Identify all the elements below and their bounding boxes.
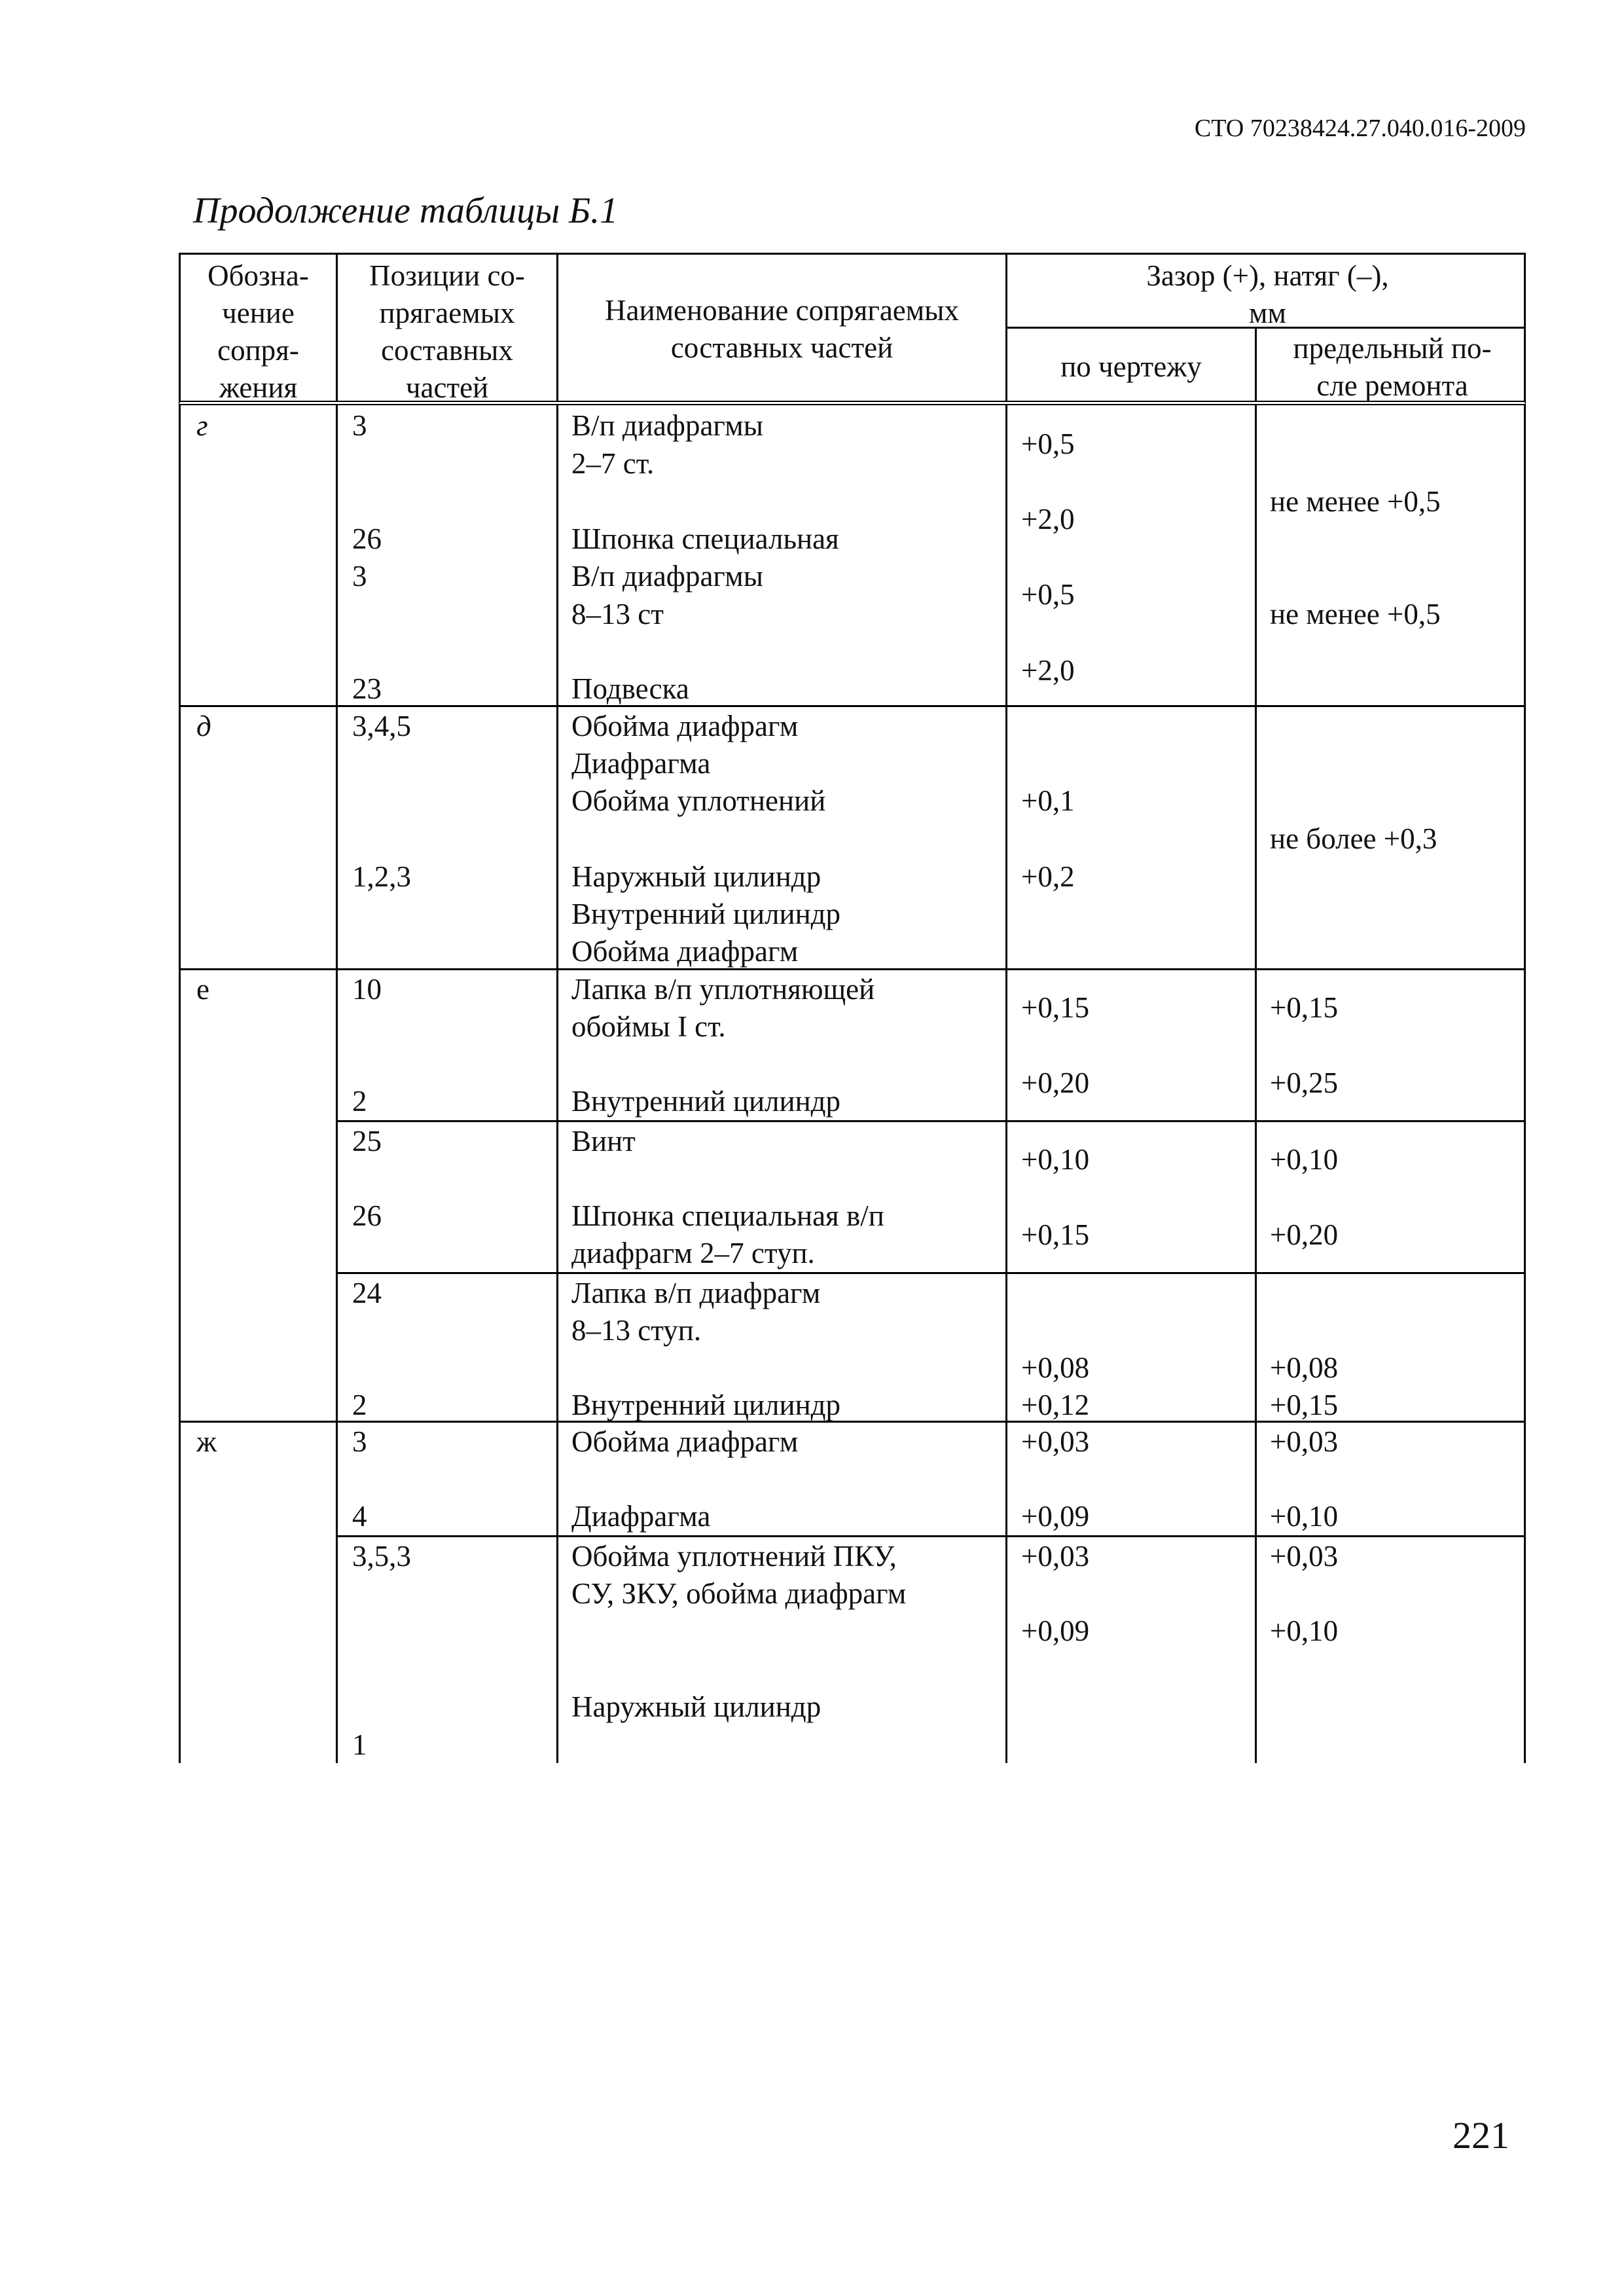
limit-value: не менее +0,5 [1270,485,1441,518]
drawing-value: +0,15 [1021,991,1090,1024]
name-cell: 8–13 ст [571,598,664,630]
header-limit-after-repair: предельный по- сле ремонта [1293,332,1492,402]
drawing-value: +0,12 [1021,1389,1090,1421]
name-cell: Обойма диафрагм [571,935,799,968]
name-cell: Лапка в/п диафрагм [571,1277,821,1309]
limit-value: +0,15 [1270,1389,1339,1421]
position-cell: 3,4,5 [352,710,411,742]
name-cell: Внутренний цилиндр [571,1389,841,1421]
name-cell: Шпонка специальная [571,522,839,555]
subgroup-e-2 [181,1122,1524,1272]
limit-value: не более +0,3 [1270,822,1437,855]
limit-value: +0,08 [1270,1351,1339,1384]
limit-value: +0,10 [1270,1143,1339,1176]
group-e [179,970,1526,1423]
mating-clearance-table [179,253,1526,1763]
table-caption: Продолжение таблицы Б.1 [193,191,619,231]
name-cell: Наружный цилиндр [571,1690,821,1723]
group-d [179,707,1526,970]
table-header [179,253,1526,405]
document-code: СТО 70238424.27.040.016-2009 [1194,115,1526,142]
header-name: Наименование сопрягаемых составных частей [605,294,959,364]
limit-value: не менее +0,5 [1270,598,1441,630]
position-cell: 3 [352,409,367,442]
drawing-value: +0,5 [1021,428,1075,460]
position-cell: 2 [352,1085,367,1118]
limit-value: +0,03 [1270,1425,1339,1458]
subgroup-e-1 [181,970,1524,1120]
drawing-value: +0,08 [1021,1351,1090,1384]
subgroup-zh-2 [181,1537,1524,1763]
name-cell: обоймы I ст. [571,1010,726,1043]
name-cell: Внутренний цилиндр [571,898,841,930]
limit-value: +0,20 [1270,1218,1339,1251]
designation-cell: д [196,710,211,742]
position-cell: 4 [352,1500,367,1533]
position-cell: 24 [352,1277,382,1309]
limit-value: +0,25 [1270,1066,1339,1099]
name-cell: 2–7 ст. [571,447,655,480]
position-cell: 10 [352,973,382,1006]
position-cell: 25 [352,1125,382,1157]
group-g [179,405,1526,707]
designation-cell: е [196,973,209,1006]
name-cell: В/п диафрагмы [571,409,764,442]
name-cell: Лапка в/п уплотняющей [571,973,875,1006]
name-cell: Обойма диафрагм [571,1425,799,1458]
subgroup-e-3 [181,1274,1524,1423]
name-cell: диафрагм 2–7 ступ. [571,1237,815,1269]
position-cell: 3 [352,1425,367,1458]
limit-value: +0,10 [1270,1500,1339,1533]
header-designation: Обозна- чение сопря- жения [208,259,309,404]
designation-cell: г [196,409,208,442]
position-cell: 3 [352,560,367,592]
header-by-drawing: по чертежу [1060,350,1202,383]
name-cell: Диафрагма [571,1500,711,1533]
group-zh [179,1423,1526,1763]
name-cell: Обойма диафрагм [571,710,799,742]
limit-value: +0,03 [1270,1540,1339,1573]
designation-cell: ж [196,1425,217,1458]
position-cell: 26 [352,1199,382,1232]
header-positions: Позиции со- прягаемых составных частей [369,259,525,404]
position-cell: 23 [352,672,382,705]
name-cell: СУ, ЗКУ, обойма диафрагм [571,1577,907,1610]
name-cell: 8–13 ступ. [571,1314,702,1347]
position-cell: 26 [352,522,382,555]
name-cell: Подвеска [571,672,689,705]
drawing-value: +0,15 [1021,1218,1090,1251]
position-cell: 1,2,3 [352,860,411,893]
position-cell: 1 [352,1728,367,1761]
header-gap: Зазор (+), натяг (–), мм [1146,259,1389,329]
name-cell: В/п диафрагмы [571,560,764,592]
name-cell: Наружный цилиндр [571,860,821,893]
drawing-value: +0,5 [1021,578,1075,611]
name-cell: Внутренний цилиндр [571,1085,841,1118]
drawing-value: +0,03 [1021,1425,1090,1458]
position-cell: 2 [352,1389,367,1421]
position-cell: 3,5,3 [352,1540,411,1573]
drawing-value: +0,1 [1021,784,1075,817]
name-cell: Обойма уплотнений ПКУ, [571,1540,897,1573]
drawing-value: +2,0 [1021,654,1075,687]
drawing-value: +2,0 [1021,503,1075,536]
drawing-value: +0,09 [1021,1500,1090,1533]
drawing-value: +0,09 [1021,1614,1090,1647]
drawing-value: +0,10 [1021,1143,1090,1176]
name-cell: Винт [571,1125,636,1157]
name-cell: Шпонка специальная в/п [571,1199,884,1232]
name-cell: Обойма уплотнений [571,784,826,817]
drawing-value: +0,03 [1021,1540,1090,1573]
drawing-value: +0,2 [1021,860,1075,893]
name-cell: Диафрагма [571,747,711,780]
limit-value: +0,10 [1270,1614,1339,1647]
page-number: 221 [1453,2114,1509,2157]
limit-value: +0,15 [1270,991,1339,1024]
subgroup-zh-1 [181,1423,1524,1535]
drawing-value: +0,20 [1021,1066,1090,1099]
